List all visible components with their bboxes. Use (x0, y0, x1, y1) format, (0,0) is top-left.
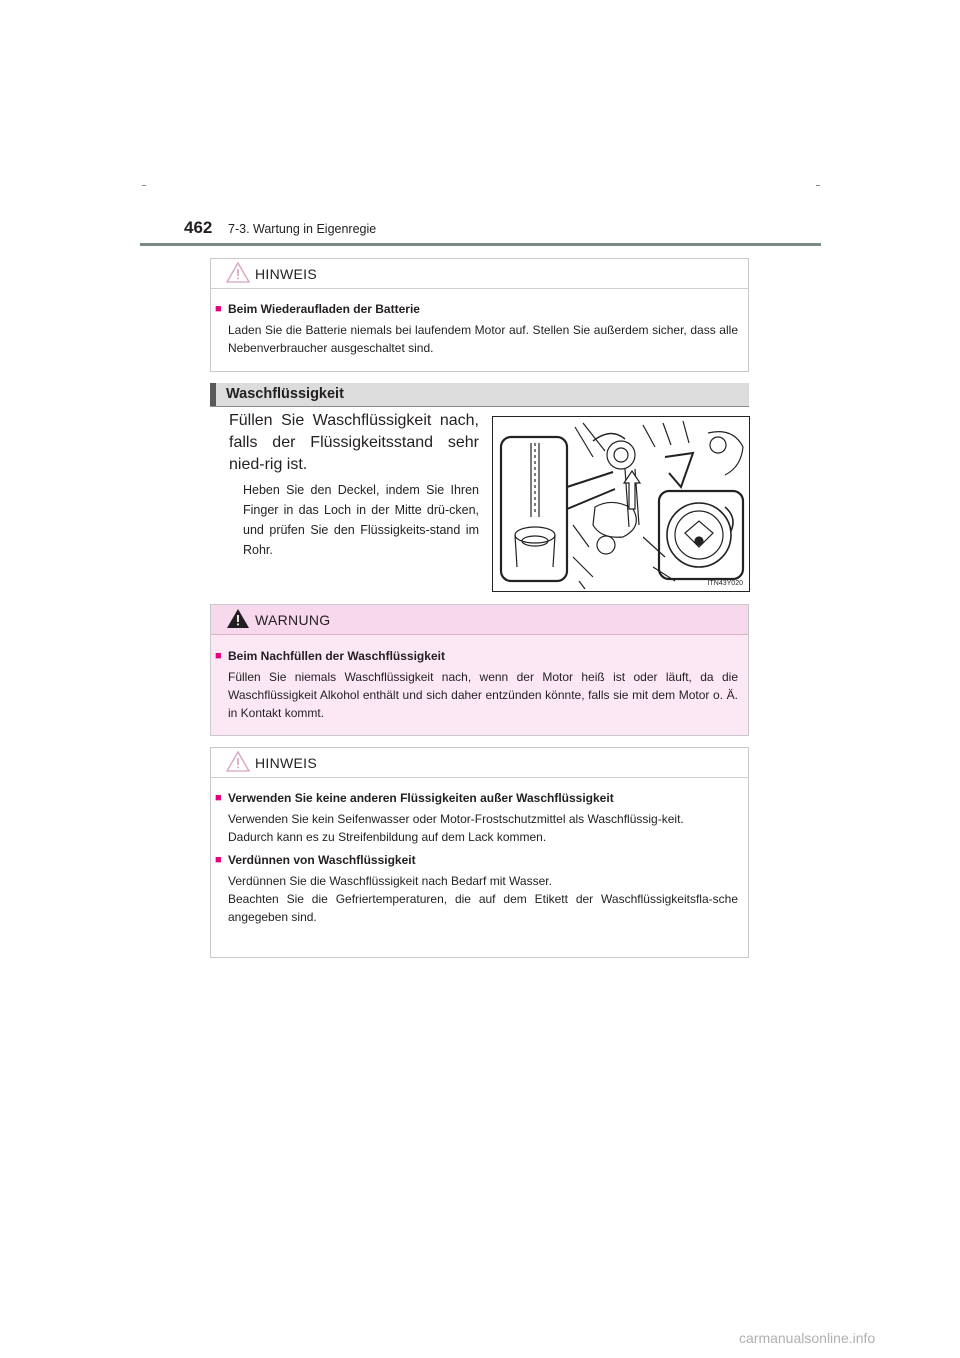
washer-sub-text: Heben Sie den Deckel, indem Sie Ihren Finger in das Loch in der Mitte drü-cken, und prüfen Sie den Flüssigkeits-stand im Rohr. (243, 483, 479, 557)
warning-item (211, 649, 748, 722)
section-heading (210, 383, 749, 406)
notice-item (211, 791, 748, 846)
bullet-square-icon: ■ (215, 792, 222, 804)
bullet-square-icon: ■ (215, 650, 222, 662)
notice-header (211, 259, 748, 289)
washer-illustration (492, 416, 750, 592)
notice-item (211, 853, 748, 926)
warning-triangle-icon (226, 608, 250, 629)
bullet-square-icon: ■ (215, 303, 222, 315)
notice-item-heading: Verwenden Sie keine anderen Flüssigkeiten außer Waschflüssigkeit (228, 791, 614, 805)
washer-main-text: Füllen Sie Waschflüssigkeit nach, falls der Flüssigkeitsstand sehr nied-rig ist. (229, 412, 479, 473)
section-title: 7-3. Wartung in Eigenregie (228, 222, 377, 236)
washer-reservoir-drawing (493, 417, 749, 591)
caution-triangle-icon (226, 751, 250, 772)
bullet-square-icon: ■ (215, 854, 222, 866)
notice-box (210, 747, 749, 958)
notice-item-heading: Verdünnen von Waschflüssigkeit (228, 853, 416, 867)
notice-item-text: Verwenden Sie kein Seifenwasser oder Motor-Frostschutzmittel als Waschflüssig-keit. (228, 812, 684, 826)
notice-item-heading: Beim Wiederaufladen der Batterie (228, 302, 420, 316)
caution-triangle-icon (226, 262, 250, 283)
warning-title: WARNUNG (255, 612, 331, 628)
header-rule (140, 243, 821, 246)
footer-watermark[interactable]: carmanualsonline.info (739, 1330, 876, 1346)
notice-item (211, 302, 748, 357)
section-heading-text: Waschflüssigkeit (226, 386, 344, 402)
crop-mark (816, 185, 820, 186)
notice-title: HINWEIS (255, 266, 317, 282)
notice-title: HINWEIS (255, 755, 317, 771)
warning-box (210, 604, 749, 736)
heading-accent (210, 383, 216, 406)
warning-header (211, 605, 748, 635)
notice-item-text: Verdünnen Sie die Waschflüssigkeit nach Bedarf mit Wasser. (228, 874, 552, 888)
heading-underline (210, 406, 749, 407)
crop-mark (142, 185, 146, 186)
notice-box (210, 258, 749, 372)
notice-item-text: Dadurch kann es zu Streifenbildung auf dem Lack kommen. (228, 830, 547, 844)
notice-header (211, 748, 748, 778)
notice-item-text: Beachten Sie die Gefriertemperaturen, die auf dem Etikett der Waschflüssigkeitsfla-sche angegeben sind. (228, 892, 738, 924)
warning-item-text: Füllen Sie niemals Waschflüssigkeit nach, wenn der Motor heiß ist oder läuft, da die Waschflüssigkeit Alkohol enthält und sich daher entzünden könnte, falls sie mit dem Motor o. Ä. in Kontakt kommt. (228, 670, 738, 720)
warning-item-heading: Beim Nachfüllen der Waschflüssigkeit (228, 649, 445, 663)
page-number: 462 (184, 218, 213, 237)
notice-item-text: Laden Sie die Batterie niemals bei laufendem Motor auf. Stellen Sie außerdem sicher, dass alle Nebenverbraucher ausgeschaltet sind. (228, 323, 738, 355)
figure-label: ITN43Y020 (707, 580, 743, 587)
